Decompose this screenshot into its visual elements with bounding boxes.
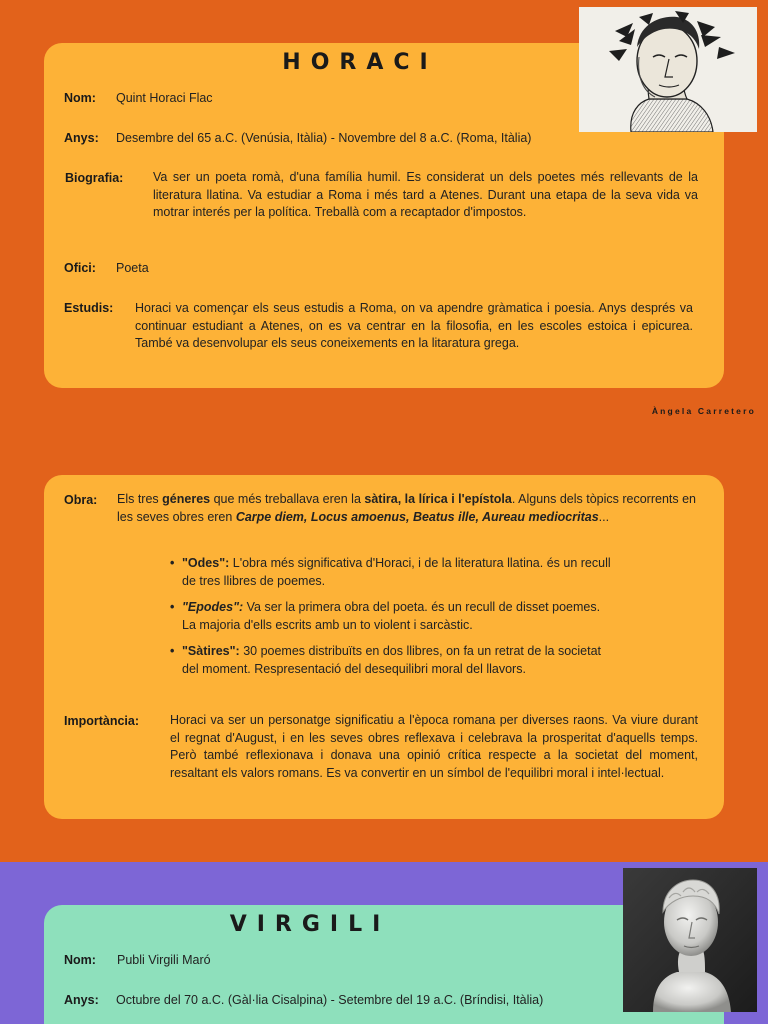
- virgili-anys-label: Anys:: [64, 993, 99, 1007]
- works-list: [168, 555, 614, 687]
- virgili-nom-value: Publi Virgili Maró: [117, 953, 211, 967]
- horaci-anys-label: Anys:: [64, 131, 99, 145]
- horaci-bio-value: Va ser un poeta romà, d'una família humil. Es considerat un dels poetes més rellevants de la literatura llatina. Va estudiar a Roma i més tard a Atenes. Durant una etapa de la seva vida va motrar interés per la política. Treballà com a recaptador d'impostos.: [153, 170, 698, 219]
- horaci-ofici-label: Ofici:: [64, 261, 96, 275]
- horaci-ofici-value: Poeta: [116, 261, 149, 275]
- horace-portrait-image: [579, 7, 757, 132]
- virgili-anys-value: Octubre del 70 a.C. (Gàl·lia Cisalpina) - Setembre del 19 a.C. (Bríndisi, Itàlia): [116, 993, 544, 1007]
- horaci-estudis-label: Estudis:: [64, 301, 114, 315]
- horaci-importancia-label: Importància:: [64, 714, 140, 728]
- horaci-bio-label: Biografia:: [65, 171, 124, 185]
- list-item: • "Epodes": Va ser la primera obra del poeta. és un recull de disset poemes. La majoria d'ells escrits amb un to violent i sarcàstic.: [168, 599, 614, 634]
- horaci-anys-value: Desembre del 65 a.C. (Venúsia, Itàlia) - Novembre del 8 a.C. (Roma, Itàlia): [116, 131, 532, 145]
- list-item: • "Sàtires": 30 poemes distribuïts en dos llibres, on fa un retrat de la societat del moment. Respresentació del desequilibri moral del llavors.: [168, 643, 614, 678]
- horaci-obra-label: Obra:: [64, 493, 98, 507]
- virgili-title: VIRGILI: [229, 912, 391, 937]
- virgil-marble-bust-icon: [623, 868, 757, 1012]
- horaci-title: HORACI: [282, 50, 438, 75]
- author-credit: Àngela Carretero: [651, 406, 756, 416]
- virgili-nom-label: Nom:: [64, 953, 96, 967]
- horaci-importancia-value: Horaci va ser un personatge significatiu a l'època romana per diverses raons. Va viure durant el regnat d'August, i en les seves obres reflexava i celebrava la prosperitat d'aquells temps. Però també reflexionava i donava una opinió crítica respecte a la societat del moment, resaltant els valors romans. Es va convertir en un símbol de l'equilibri moral i intel·lectual.: [170, 713, 698, 780]
- horaci-estudis-value: Horaci va començar els seus estudis a Roma, on va apendre gràmatica i poesia. Anys després va continuar estudiant a Atenes, on es va centrar en la filosofia, en les escoles estoica i epicurea. També va desenvolupar els seus coneixements en la litaratura grega.: [135, 301, 693, 350]
- list-item: • "Odes": L'obra més significativa d'Horaci, i de la literatura llatina. és un recull de tres llibres de poemes.: [168, 555, 614, 590]
- horace-engraving-portrait-icon: [579, 7, 757, 132]
- horaci-nom-label: Nom:: [64, 91, 96, 105]
- horaci-obra-value: Els tres géneres que més treballava eren la sàtira, la lírica i l'epístola. Alguns dels tòpics recorrents en les seves obres eren Carpe diem, Locus amoenus, Beatus ille, Aureau mediocritas...: [117, 492, 696, 524]
- virgil-portrait-image: [623, 868, 757, 1012]
- horaci-nom-value: Quint Horaci Flac: [116, 91, 213, 105]
